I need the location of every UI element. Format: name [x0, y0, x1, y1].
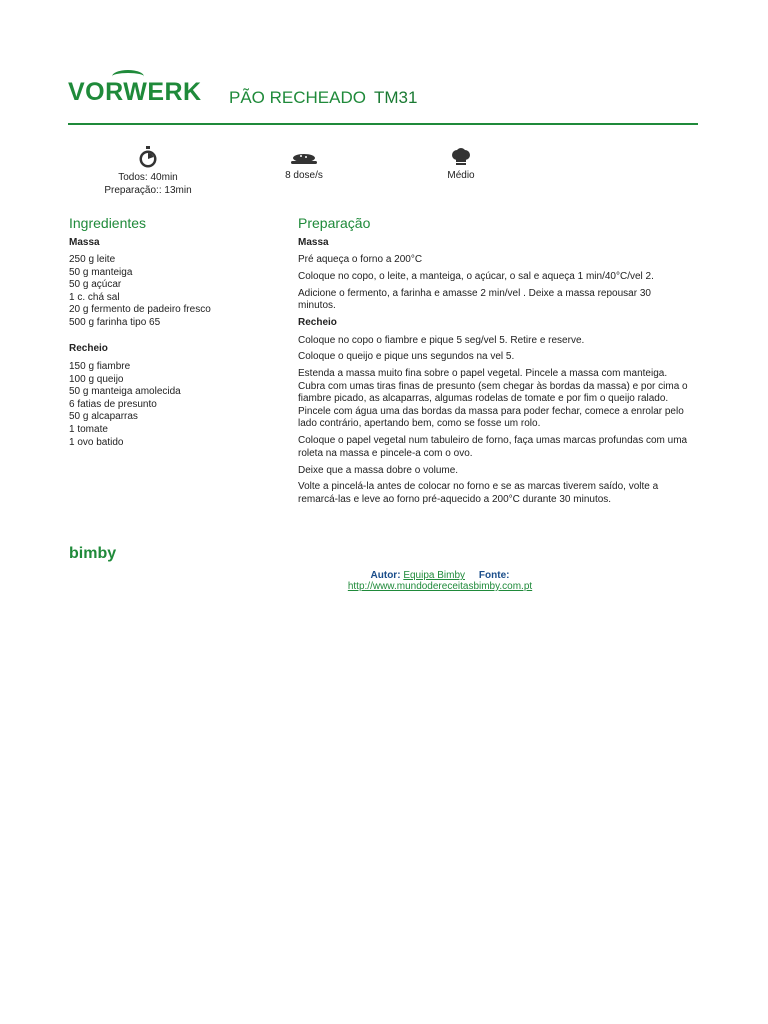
- ingredient-item: 20 g fermento de padeiro fresco: [69, 304, 211, 316]
- preparation-massa-heading: Massa: [298, 237, 329, 248]
- ingredient-item: 50 g alcaparras: [69, 411, 138, 423]
- preparation-step: Coloque o queijo e pique uns segundos na vel 5.: [298, 351, 515, 363]
- ingredient-item: 1 c. chá sal: [69, 291, 120, 303]
- ingredients-massa-list: [69, 254, 269, 330]
- bimby-logo: bimby: [69, 545, 117, 562]
- author-link[interactable]: Equipa Bimby: [403, 570, 466, 581]
- preparation-recheio-heading: Recheio: [298, 316, 337, 328]
- author-row: [300, 570, 580, 581]
- preparation-step: Coloque no copo o fiambre e pique 5 seg/vel 5. Retire e reserve.: [298, 334, 585, 346]
- preparation-step: Coloque no copo, o leite, a manteiga, o açúcar, o sal e aqueça 1 min/40°C/vel 2.: [298, 270, 654, 282]
- ingredient-item: 100 g queijo: [69, 373, 124, 385]
- preparation-step: Coloque o papel vegetal num tabuleiro de forno, faça umas marcas profundas com uma roleta na massa e pincele-a com o ovo.: [298, 435, 688, 459]
- ingredient-item: 6 fatias de presunto: [69, 398, 157, 410]
- dish-icon: [289, 152, 319, 166]
- difficulty-value: Médio: [447, 170, 475, 181]
- meta-time: [88, 146, 208, 197]
- author-source-line: [300, 570, 580, 592]
- preparation-step: Volte a pincelá-la antes de colocar no forno e se as marcas tiverem saído, volte a remarcá-las e leve ao forno pré-aquecido a 200°C durante 30 minutos.: [298, 481, 659, 505]
- source-link[interactable]: http://www.mundodereceitasbimby.com.pt: [347, 581, 533, 592]
- recipe-name: PÃO RECHEADO: [229, 88, 366, 107]
- ingredient-item: 50 g manteiga: [69, 266, 133, 278]
- recipe-model: TM31: [373, 88, 418, 107]
- header-divider: [68, 123, 698, 125]
- preparation-step: Estenda a massa muito fina sobre o papel vegetal. Pincele a massa com manteiga. Cubra com umas tiras finas de presunto (sem chegar às bordas da massa) e por cima o fiambre picado, as alcaparras, algumas rodelas de tomate e por fim o queijo ralado. Pincele com água uma das bordas da massa para poder fechar, comece a enrolar pelo lado contrário, apertando bem, como se fosse um rolo.: [298, 368, 688, 430]
- ingredients-recheio-list: [69, 361, 269, 449]
- vorwerk-logo: [68, 78, 202, 107]
- ingredient-item: 50 g manteiga amolecida: [69, 386, 181, 398]
- ingredients-massa-heading: Massa: [69, 237, 100, 248]
- stopwatch-icon: [138, 146, 158, 168]
- preparation-step: Deixe que a massa dobre o volume.: [298, 464, 459, 476]
- ingredient-item: 1 tomate: [69, 423, 108, 435]
- ingredient-item: 50 g açúcar: [69, 279, 122, 291]
- meta-doses: [262, 152, 346, 182]
- logo-arc-icon: [112, 70, 144, 83]
- ingredients-recheio-heading: Recheio: [69, 343, 108, 354]
- ingredient-item: 500 g farinha tipo 65: [69, 316, 161, 328]
- author-label: Autor:: [370, 570, 401, 581]
- preparation-heading: Preparação: [298, 215, 371, 231]
- ingredients-heading: Ingredientes: [69, 215, 147, 231]
- preparation-steps: [298, 254, 690, 511]
- preparation-step: Pré aqueça o forno a 200°C: [298, 254, 423, 265]
- ingredient-item: 250 g leite: [69, 254, 116, 265]
- doses-value: 8 dose/s: [285, 170, 323, 181]
- chef-hat-icon: [451, 148, 471, 166]
- time-total: Todos: 40min: [118, 172, 178, 183]
- ingredient-item: 1 ovo batido: [69, 436, 124, 448]
- recipe-title: [229, 88, 417, 108]
- source-label: Fonte:: [478, 570, 510, 581]
- logo-text: VORWERK: [68, 78, 202, 106]
- time-prep: Preparação:: 13min: [104, 185, 192, 196]
- meta-difficulty: [426, 148, 496, 182]
- ingredient-item: 150 g fiambre: [69, 361, 131, 372]
- preparation-step: Adicione o fermento, a farinha e amasse 2 min/vel . Deixe a massa repousar 30 minutos.: [298, 287, 651, 312]
